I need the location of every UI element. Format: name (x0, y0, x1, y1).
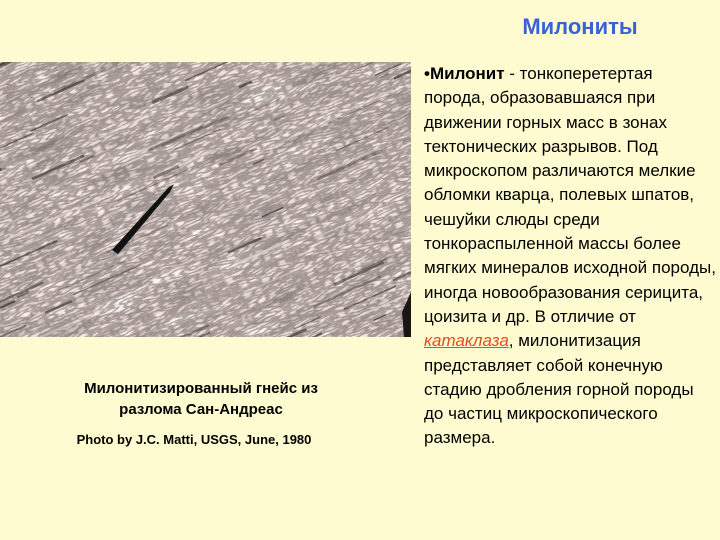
term-mylonite: Милонит (429, 64, 505, 83)
bullet-marker: • (424, 64, 430, 83)
definition-text (424, 62, 716, 451)
photo-caption (40, 378, 362, 420)
definition-part-2: , милонитизация представляет собой конечную стадию дробления горной породы до частиц микроскопического размера. (424, 331, 694, 448)
caption-line-1: Милонитизированный гнейс из (84, 380, 318, 397)
definition-part-1: - тонкоперетертая порода, образовавшаяся при движении горных масс в зонах тектонических разрывов. Под микроскопом различаются мелкие обломки кварца, полевых шпатов, чешуйки слюды среди тонкораспыленной массы более мягких минералов исходной породы, иногда новообразования серицита, цоизита и др. В отличие от (424, 64, 716, 326)
photo-credit: Photo by J.C. Matti, USGS, June, 1980 (76, 432, 312, 447)
cataclasis-link[interactable]: катаклаза (424, 331, 509, 351)
mylonite-photo (0, 62, 411, 337)
caption-line-2: разлома Сан-Андреас (119, 401, 283, 418)
slide-title: Милониты (522, 14, 638, 39)
